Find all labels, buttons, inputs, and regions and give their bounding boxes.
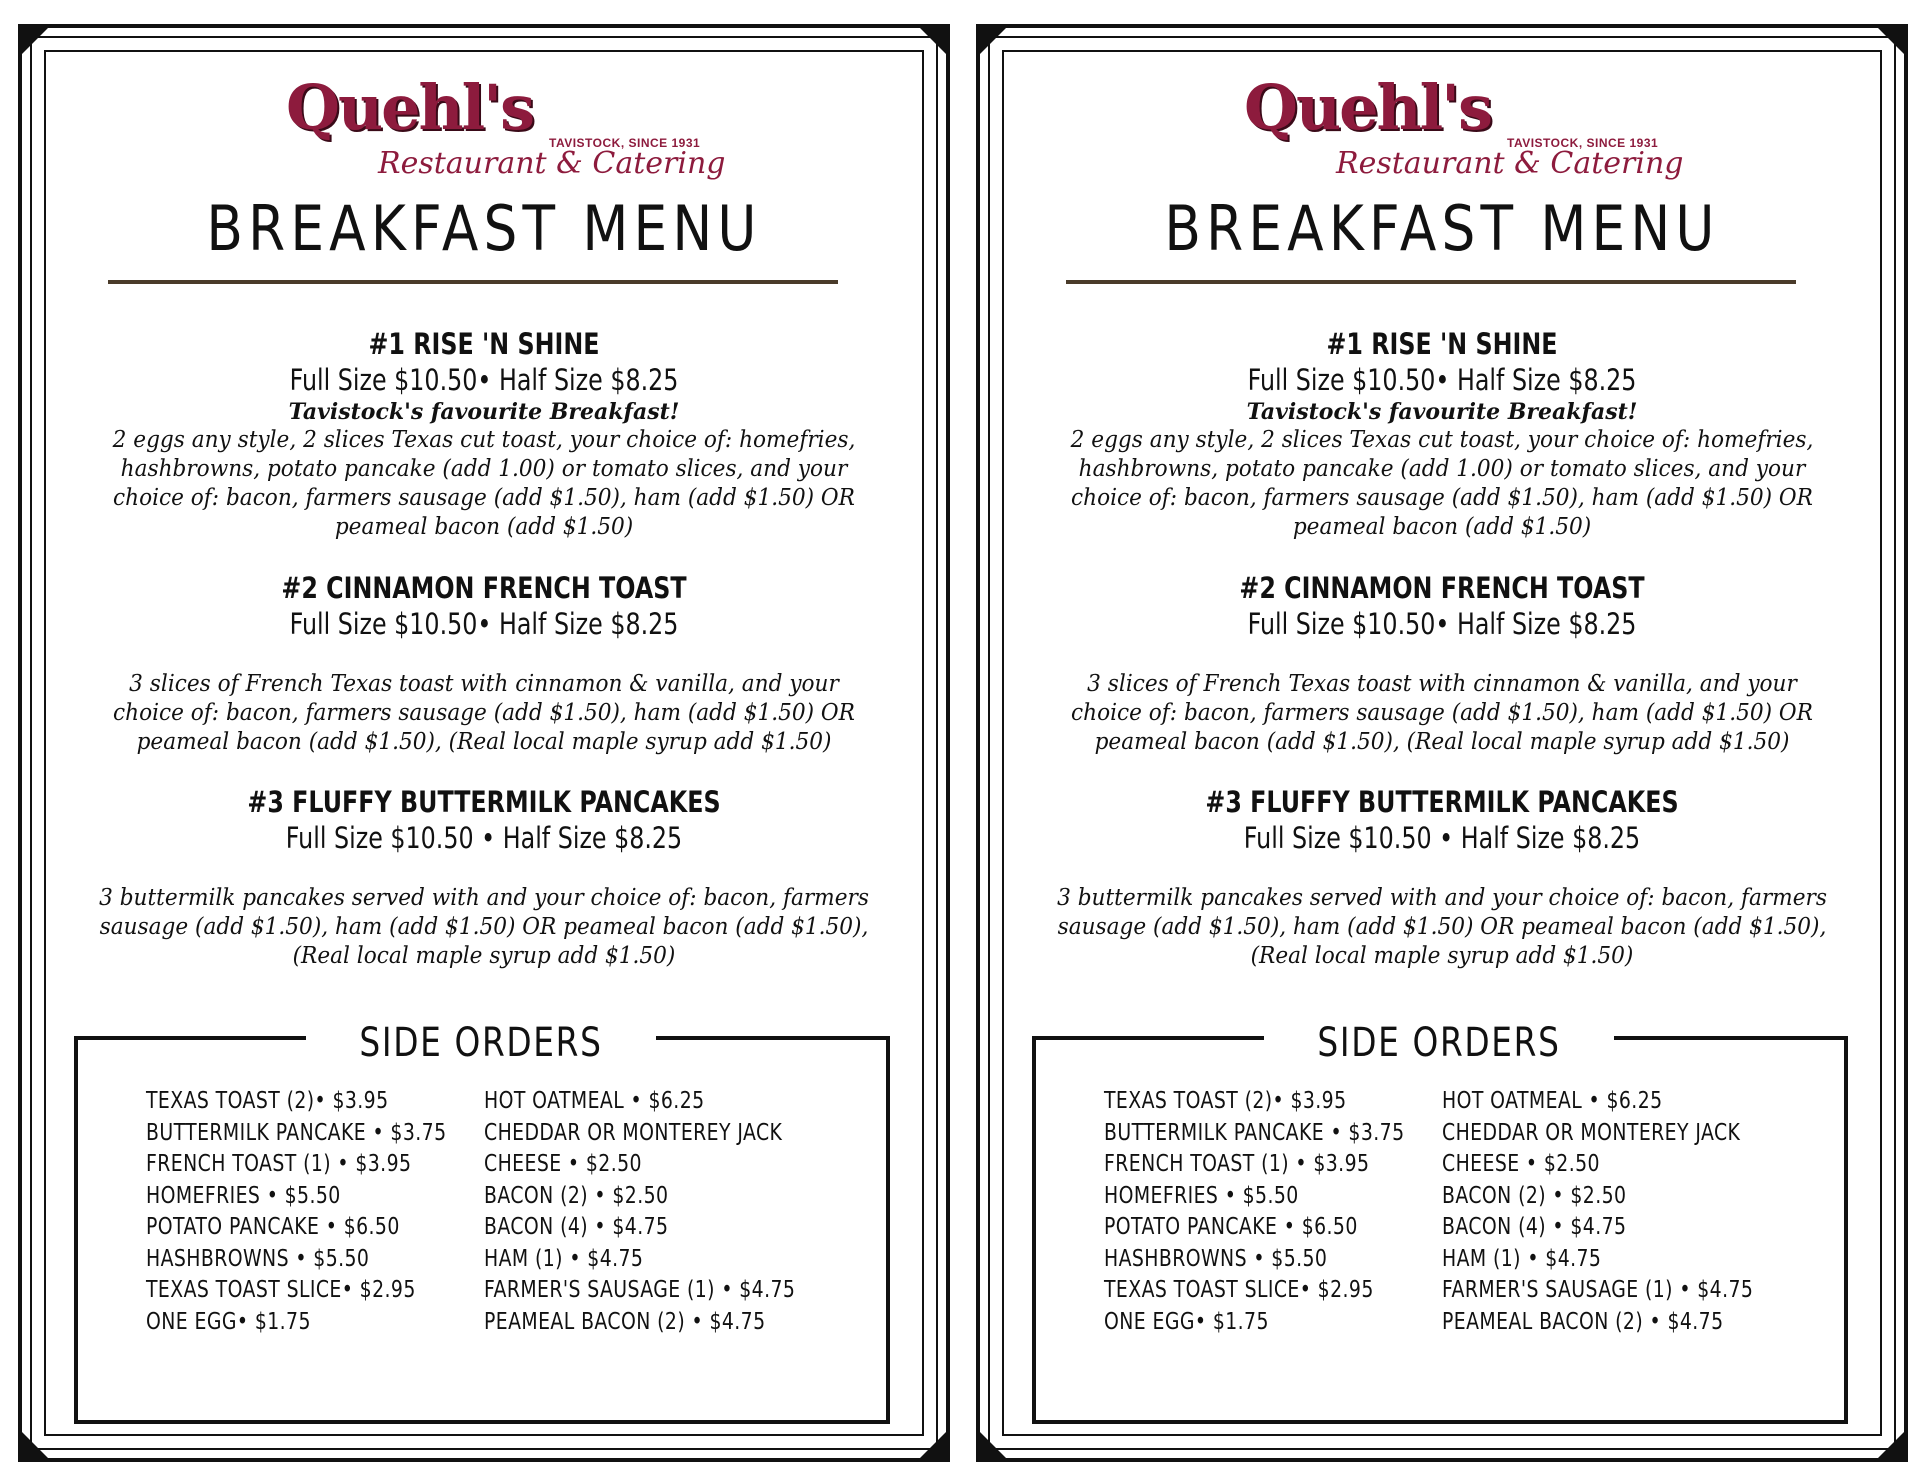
menu-item-price: Full Size $10.50• Half Size $8.25 [1247,363,1637,397]
side-order-item: BACON (4) • $4.75 [484,1214,669,1240]
corner-ornament [916,24,950,58]
menu-item-tagline: Tavistock's favourite Breakfast! [288,399,680,425]
title-divider [1066,280,1796,284]
corner-ornament [1874,1428,1908,1462]
side-order-item: FARMER'S SAUSAGE (1) • $4.75 [484,1277,796,1303]
side-order-item: FARMER'S SAUSAGE (1) • $4.75 [1442,1277,1754,1303]
menu-item [68,326,900,542]
menu-page-left [18,24,950,1462]
corner-ornament [18,1428,52,1462]
side-orders-title: SIDE ORDERS [1317,1020,1561,1066]
side-order-item: HOMEFRIES • $5.50 [146,1182,341,1209]
menu-item-price: Full Size $10.50• Half Size $8.25 [289,607,679,641]
menu-item-description: 2 eggs any style, 2 slices Texas cut toast, your choice of: homefries, hashbrowns, potato pancake (add 1.00) or tomato slices, and your choice of: bacon, farmers sausage (add $1.50), ham (add $1.50) OR peameal bacon (add $1.50) [1070,427,1814,540]
menu-item [1026,326,1858,542]
logo-tagline: TAVISTOCK, SINCE 1931 [549,136,701,150]
corner-ornament [976,1428,1010,1462]
side-order-item: CHEESE • $2.50 [484,1151,642,1177]
page-title: BREAKFAST MENU [1164,192,1720,265]
menu-item-title: #3 FLUFFY BUTTERMILK PANCAKES [1205,785,1679,819]
side-order-item: FRENCH TOAST (1) • $3.95 [1104,1151,1370,1177]
side-orders-title: SIDE ORDERS [359,1020,603,1066]
side-order-item: TEXAS TOAST (2)• $3.95 [146,1088,389,1114]
side-order-item: HOT OATMEAL • $6.25 [1442,1088,1663,1114]
logo [1244,68,1684,198]
side-order-item: BUTTERMILK PANCAKE • $3.75 [146,1119,447,1146]
corner-ornament [1874,24,1908,58]
logo-subtitle: Restaurant & Catering [378,146,726,181]
side-orders-right-column [484,1086,864,1338]
side-order-item: HOT OATMEAL • $6.25 [484,1088,705,1114]
side-order-item: TEXAS TOAST SLICE• $2.95 [146,1277,416,1303]
menu-item-price: Full Size $10.50• Half Size $8.25 [289,363,679,397]
menu-item [68,784,900,971]
side-order-item: TEXAS TOAST (2)• $3.95 [1104,1088,1347,1114]
menu-item-description: 3 slices of French Texas toast with cinnamon & vanilla, and your choice of: bacon, farmers sausage (add $1.50), ham (add $1.50) OR peameal bacon (add $1.50), (Real local maple syrup add $1.50) [1071,671,1813,755]
corner-ornament [916,1428,950,1462]
menu-item-tagline: Tavistock's favourite Breakfast! [1246,399,1638,425]
side-orders-left-column [1104,1086,1470,1338]
menu-item-description: 2 eggs any style, 2 slices Texas cut toast, your choice of: homefries, hashbrowns, potato pancake (add 1.00) or tomato slices, and your choice of: bacon, farmers sausage (add $1.50), ham (add $1.50) OR peameal bacon (add $1.50) [112,427,856,540]
menu-item-title: #2 CINNAMON FRENCH TOAST [1239,571,1645,605]
menu-item-description: 3 slices of French Texas toast with cinnamon & vanilla, and your choice of: bacon, farmers sausage (add $1.50), ham (add $1.50) OR peameal bacon (add $1.50), (Real local maple syrup add $1.50) [113,671,855,755]
logo-name: Quehl's [286,71,534,144]
menu-item [1026,784,1858,971]
side-order-item: FRENCH TOAST (1) • $3.95 [146,1151,412,1177]
side-order-item: BACON (4) • $4.75 [1442,1214,1627,1240]
menu-item [1026,570,1858,757]
side-order-item: PEAMEAL BACON (2) • $4.75 [1442,1308,1724,1335]
side-order-item: ONE EGG• $1.75 [1104,1308,1269,1335]
menu-item-price: Full Size $10.50 • Half Size $8.25 [1243,821,1641,855]
menu-item-title: #3 FLUFFY BUTTERMILK PANCAKES [247,785,721,819]
side-order-item: CHEDDAR OR MONTEREY JACK [484,1119,783,1146]
side-order-item: HAM (1) • $4.75 [1442,1245,1602,1272]
side-orders-left-column [146,1086,512,1338]
side-order-item: CHEDDAR OR MONTEREY JACK [1442,1119,1741,1146]
logo [286,68,726,198]
side-order-item: BUTTERMILK PANCAKE • $3.75 [1104,1119,1405,1146]
menu-page-right [976,24,1908,1462]
page-title: BREAKFAST MENU [206,192,762,265]
side-order-item: BACON (2) • $2.50 [1442,1182,1627,1209]
side-order-item: HASHBROWNS • $5.50 [146,1245,370,1272]
side-order-item: CHEESE • $2.50 [1442,1151,1600,1177]
side-order-item: HAM (1) • $4.75 [484,1245,644,1272]
side-order-item: PEAMEAL BACON (2) • $4.75 [484,1308,766,1335]
side-order-item: HOMEFRIES • $5.50 [1104,1182,1299,1209]
side-order-item: POTATO PANCAKE • $6.50 [146,1214,400,1240]
corner-ornament [976,24,1010,58]
menu-item-description: 3 buttermilk pancakes served with and your choice of: bacon, farmers sausage (add $1.50), ham (add $1.50) OR peameal bacon (add $1.50), (Real local maple syrup add $1.50) [1057,885,1827,969]
logo-name: Quehl's [1244,71,1492,144]
side-order-item: HASHBROWNS • $5.50 [1104,1245,1328,1272]
side-order-item: BACON (2) • $2.50 [484,1182,669,1209]
side-order-item: POTATO PANCAKE • $6.50 [1104,1214,1358,1240]
menu-item-title: #2 CINNAMON FRENCH TOAST [281,571,687,605]
side-order-item: ONE EGG• $1.75 [146,1308,311,1335]
side-orders-right-column [1442,1086,1822,1338]
menu-item-price: Full Size $10.50• Half Size $8.25 [1247,607,1637,641]
corner-ornament [18,24,52,58]
side-order-item: TEXAS TOAST SLICE• $2.95 [1104,1277,1374,1303]
menu-item-title: #1 RISE 'N SHINE [1326,327,1558,361]
menu-item-price: Full Size $10.50 • Half Size $8.25 [285,821,683,855]
menu-item-description: 3 buttermilk pancakes served with and your choice of: bacon, farmers sausage (add $1.50), ham (add $1.50) OR peameal bacon (add $1.50), (Real local maple syrup add $1.50) [99,885,869,969]
logo-subtitle: Restaurant & Catering [1336,146,1684,181]
logo-tagline: TAVISTOCK, SINCE 1931 [1507,136,1659,150]
menu-item-title: #1 RISE 'N SHINE [368,327,600,361]
title-divider [108,280,838,284]
menu-item [68,570,900,757]
